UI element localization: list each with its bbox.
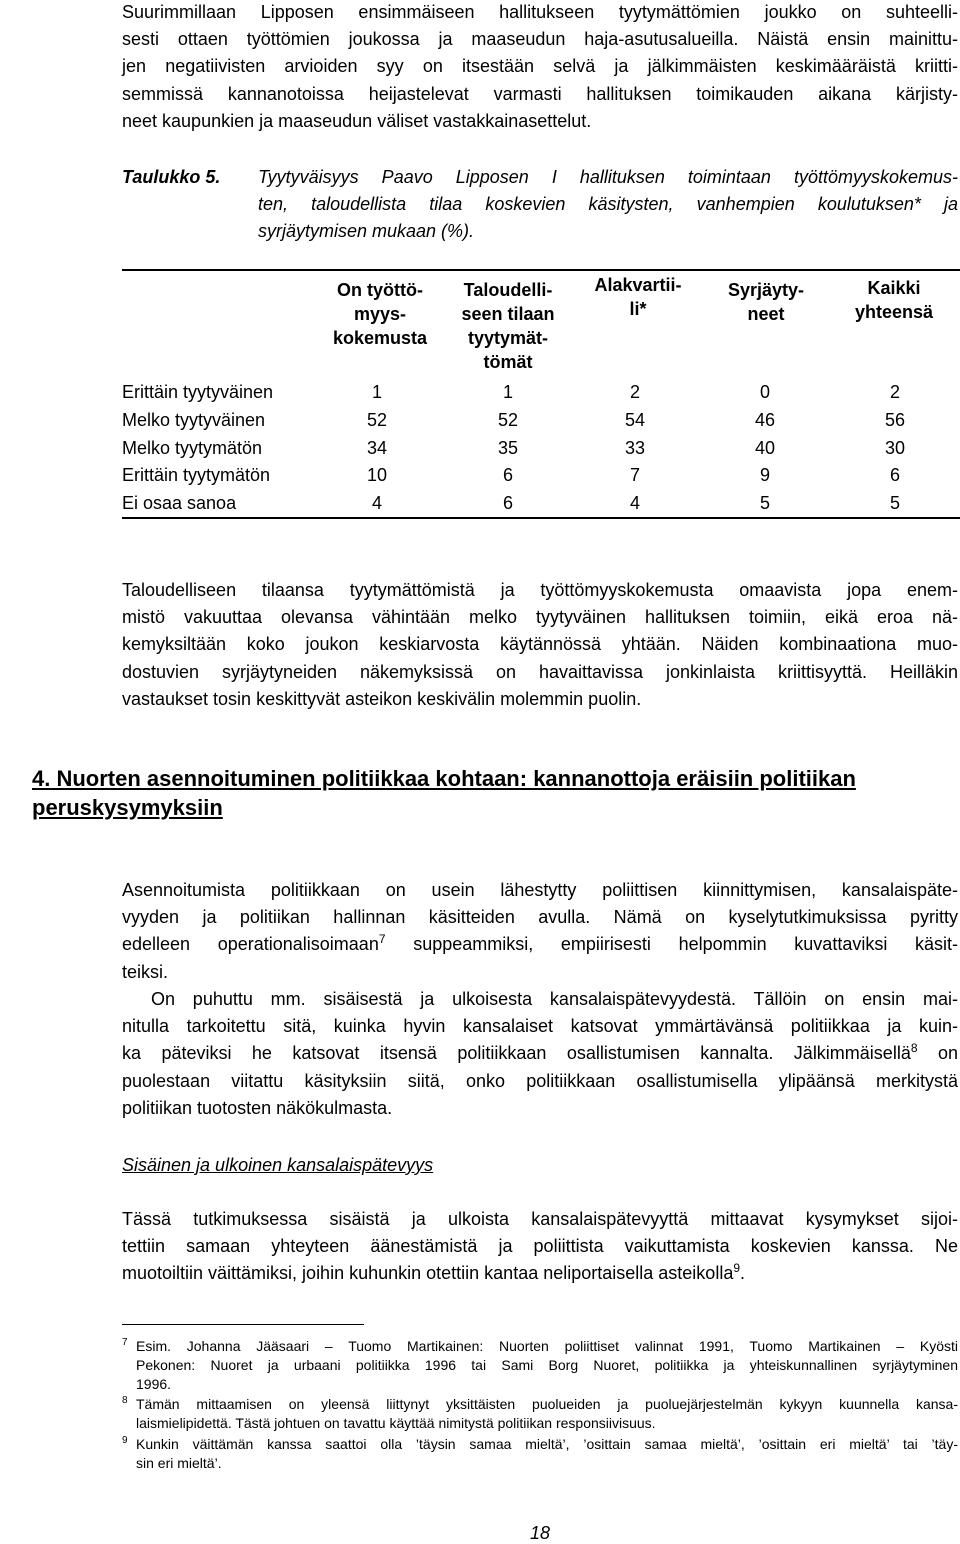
text-line: mistö vakuuttaa olevansa vähintään melko tyytyväinen hallituksen toimiin, eikä eroa nä- — [122, 607, 958, 628]
text-line: vastaukset tosin keskittyvät asteikon keskivälin molemmin puolin. — [122, 688, 642, 709]
section-heading — [32, 764, 958, 822]
row-label: Ei osaa sanoa — [122, 493, 237, 513]
footnote-line: laismielipidettä. Tästä johtuen on tavattu käyttää nimitystä politiikan responsiivisuus. — [136, 1415, 656, 1431]
section-paragraph-2 — [122, 986, 958, 1122]
after-table-paragraph — [122, 577, 958, 713]
text-line: Tässä tutkimuksessa sisäistä ja ulkoista kansalaispätevyyttä mittaavat kysymykset sijoi- — [122, 1209, 958, 1229]
text-line: nitulla tarkoitettu sitä, kuinka hyvin kansalaiset katsovat ymmärtävänsä politiikkaa ja kuin- — [122, 1016, 958, 1037]
table-top-rule — [122, 269, 960, 271]
footnote-body — [136, 1435, 958, 1473]
table-cell: 9 — [759, 465, 770, 485]
subsection-heading: Sisäinen ja ulkoinen kansalaispätevyys — [122, 1155, 434, 1175]
row-label: Erittäin tyytyväinen — [122, 382, 274, 402]
table-cell: 40 — [754, 438, 776, 458]
table-cell: 46 — [754, 410, 776, 430]
table-cell: 56 — [884, 410, 906, 430]
footnote-body — [136, 1337, 958, 1394]
text-line: semmissä kannanotoissa heijastelevat varmasti hallituksen toimikauden aikana kärjisty- — [122, 83, 958, 104]
table-cell: 52 — [366, 410, 388, 430]
table-cell: 1 — [371, 382, 382, 402]
heading-line: 4. Nuorten asennoituminen politiikkaa kohtaan: kannanottoja eräisiin politiikan — [32, 766, 856, 791]
text-line: muotoiltiin väittämiksi, joihin kuhunkin otettiin kantaa neliportaisella asteikolla$^9$. — [122, 1261, 746, 1284]
footnote-ref[interactable]: 9 — [733, 1261, 741, 1276]
footnote-separator — [122, 1324, 364, 1325]
caption-line: syrjäytymisen mukaan (%). — [258, 221, 475, 242]
table-cell: 4 — [371, 493, 382, 513]
footnote-ref[interactable]: 8 — [910, 1041, 918, 1056]
table-cell: 4 — [629, 493, 640, 513]
text-line: kemyksiltään koko joukon keskiarvosta käytännössä yhtään. Näiden kombinaationa muo- — [122, 634, 958, 655]
column-header-economy: Taloudelli- seen tilaan tyytymät- tömät — [461, 280, 555, 372]
section-paragraph-1 — [122, 877, 958, 986]
footnote-line: Pekonen: Nuoret ja urbaani politiikka 1996 tai Sami Borg Nuoret, politiikka ja yhteiskunnallinen syrjäytyminen — [136, 1357, 958, 1373]
text-line: sesti ottaen työttömien joukossa ja maaseudun haja-asutusalueilla. Näistä ensin mainittu- — [122, 29, 958, 50]
table-caption — [258, 164, 958, 246]
column-header-unemployment: On työttö- myys- kokemusta — [332, 280, 428, 348]
text-line: politiikan tuotosten näkökulmasta. — [122, 1097, 393, 1118]
row-label: Erittäin tyytymätön — [122, 465, 271, 485]
table-cell: 6 — [502, 465, 513, 485]
column-header-lower-quartile: Alakvartii- li* — [594, 275, 682, 319]
table-cell: 35 — [497, 438, 519, 458]
table-cell: 6 — [889, 465, 900, 485]
footnote-line: sin eri mieltä’. — [136, 1455, 222, 1471]
footnote-ref[interactable]: 7 — [378, 932, 386, 947]
table-cell: 2 — [629, 382, 640, 402]
text-line: On puhuttu mm. sisäisestä ja ulkoisesta kansalaispätevyydestä. Tällöin on ensin mai- — [151, 989, 958, 1009]
table-cell: 52 — [497, 410, 519, 430]
footnote-number: 8 — [122, 1395, 128, 1406]
text-line: teiksi. — [122, 961, 169, 982]
table-cell: 30 — [884, 438, 906, 458]
table-cell: 2 — [889, 382, 900, 402]
table-bottom-rule — [122, 517, 960, 519]
text-line: puolestaan viitattu käsityksiin siitä, onko politiikkaan osallistumisella ylipäänsä merkitystä — [122, 1070, 958, 1091]
text-line: jen negatiivisten arvioiden syy on itsestään selvä ja jälkimmäisten keskimääräistä kriitti- — [122, 56, 958, 77]
footnote-line: Kunkin väittämän kanssa saattoi olla ’täysin samaa mieltä’, ’osittain samaa mieltä’, ’osittain eri mieltä’ tai ’täy- — [136, 1436, 958, 1452]
text-line: ka päteviksi he katsovat itsensä politiikkaan osallistumisen kannalta. Jälkimmäisellä$^8$ on — [122, 1041, 958, 1064]
table-label: Taulukko 5. — [122, 167, 221, 187]
table-cell: 1 — [502, 382, 513, 402]
footnote-line: 1996. — [136, 1376, 172, 1392]
text-line: vyyden ja politiikan hallinnan käsitteiden avulla. Nämä on kyselytutkimuksissa pyritty — [122, 907, 958, 928]
table-cell: 5 — [759, 493, 770, 513]
table-cell: 33 — [624, 438, 646, 458]
text-line: Asennoitumista politiikkaan on usein lähestytty poliittisen kiinnittymisen, kansalaispäte- — [122, 880, 958, 900]
footnote-line: Esim. Johanna Jääsaari – Tuomo Martikainen: Nuorten poliittiset valinnat 1991, Tuomo Martikainen – Kyösti — [136, 1338, 958, 1354]
row-label: Melko tyytymätön — [122, 438, 263, 458]
subsection-paragraph — [122, 1206, 958, 1288]
page-number: 18 — [529, 1523, 551, 1543]
caption-line: Tyytyväisyys Paavo Lipposen I hallituksen toimintaan työttömyyskokemus- — [258, 167, 958, 187]
table-cell: 7 — [629, 465, 640, 485]
text-line: edelleen operationalisoimaan$^7$ suppeammiksi, empiirisesti helpommin kuvattaviksi käsit- — [122, 932, 959, 955]
table-cell: 0 — [759, 382, 770, 402]
text-line: Taloudelliseen tilaansa tyytymättömistä ja työttömyyskokemusta omaavista jopa enem- — [122, 580, 958, 600]
footnote-line: Tämän mittaamisen on yleensä liittynyt yksittäisten puolueiden ja puoluejärjestelmän kykyyn kuunnella kansa- — [136, 1396, 958, 1412]
row-label: Melko tyytyväinen — [122, 410, 266, 430]
table-cell: 54 — [624, 410, 646, 430]
footnote-number: 9 — [122, 1435, 128, 1446]
footnote-body — [136, 1395, 958, 1433]
text-line: neet kaupunkien ja maaseudun väliset vastakkainasettelut. — [122, 110, 592, 131]
intro-paragraph — [122, 0, 958, 135]
caption-line: ten, taloudellista tilaa koskevien käsitysten, vanhempien koulutuksen* ja — [258, 194, 958, 215]
text-line: Suurimmillaan Lipposen ensimmäiseen hallitukseen tyytymättömien joukko on suhteelli- — [122, 2, 958, 22]
footnote-number: 7 — [122, 1337, 128, 1348]
text-line: tettiin samaan yhteyteen äänestämistä ja poliittista vaikuttamista koskevien kanssa. Ne — [122, 1236, 958, 1257]
table-cell: 5 — [889, 493, 900, 513]
table-cell: 6 — [502, 493, 513, 513]
column-header-excluded: Syrjäyty- neet — [727, 280, 805, 324]
table-cell: 10 — [366, 465, 388, 485]
heading-line: peruskysymyksiin — [32, 795, 223, 820]
table-cell: 34 — [366, 438, 388, 458]
text-line: dostuvien syrjäytyneiden näkemyksissä on havaittavissa jonkinlaista kriittisyyttä. Heilläkin — [122, 661, 958, 682]
column-header-total: Kaikki yhteensä — [854, 278, 934, 322]
